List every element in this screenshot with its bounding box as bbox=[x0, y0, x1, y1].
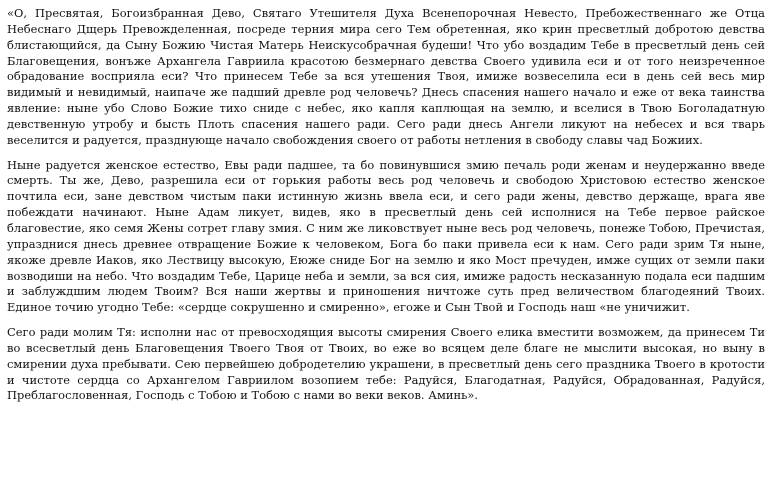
paragraph-2: Ныне радуется женское естество, Евы ради падшее, та бо повинувшися змию печаль роди женам и неудержанно введе смерть. Ты же, Дево, разрешила еси от горькия работы весь род человечь и свободою Христовою естество женское почтила еси, зане девством чистым паки истинную жизнь ввела еси, и сего ради жены, девство держаще, врага яве побеждати начинают. Ныне Адам ликует, видев, яко в пресветлый день сей исполнися на Тебе первое райское благовестие, яко семя Жены сотрет главу змия. С ним же ликовствует ныне весь род человечь, понеже Тобою, Пречистая, упразднися днесь древнее отвращение Божие к человеком, Бога бо паки привела еси к нам. Сего ради зрим Тя ныне, якоже древле Иаков, яко Лествицу высокую, Еюже сниде Бог на землю и яко Мост пречуден, имже сущих от земли паки возводиши на небо. Что воздадим Тебе, Царице неба и земли, за вся сия, имиже радость несказанную подала еси падшим и заблуждшим людем Твоим? Вся наши жертвы и приношения ничтоже суть пред величеством благодеяний Твоих. Единое точию угодно Тебе: «сердце сокрушенно и смиренно», егоже и Сын Твой и Господь наш «не уничижит. bbox=[7, 157, 765, 315]
paragraph-1: «О, Пресвятая, Богоизбранная Дево, Святаго Утешителя Духа Всенепорочная Невесто, Пребожественнаго же Отца Небеснаго Дщерь Превожделенная, посреде терния мира сего Тем обретенная, яко крин пресветлый добротою девства блистающийся, да Сыну Божию Чистая Матерь Неискусобрачная будеши! Что убо воздадим Тебе в пресветлый день сей Благовещения, вонъже Архангела Гавриила красотою безмернаго девства Своего удивила еси и от того неизреченное обрадование восприяла еси? Что принесем Тебе за вся утешения Твоя, имиже возвеселила еси в день сей весь мир видимый и невидимый, наипаче же падший древле род человечь? Днесь спасения нашего начало и еже от века таинства явление: ныне убо Слово Божие тихо сниде с небес, яко капля каплющая на землю, и вселися в Твою Боголадатную девственную утробу и бысть Плоть спасения нашего ради. Сего ради днесь Ангели ликуют на небесех и вся тварь веселится и радуется, празднующе начало свобождения своего от работы нетления в свободу славы чад Божиих. bbox=[7, 6, 765, 147]
paragraph-3: Сего ради молим Тя: исполни нас от превосходящия высоты смирения Своего елика вместити возможем, да принесем Ти во всесветлый день Благовещения Твоего Твоя от Твоих, во еже во всяцем деле благе не мыслити высокая, но выну в смирении духа пребывати. Сею первейшею добродетелию украшени, в пресветлый день сего праздника Твоего в кротости и чистоте сердца со Архангелом Гавриилом возопием тебе: Радуйся, Благодатная, Радуйся, Обрадованная, Радуйся, Преблагословенная, Господь с Тобою и Тобою с нами во веки веков. Аминь». bbox=[7, 325, 765, 403]
